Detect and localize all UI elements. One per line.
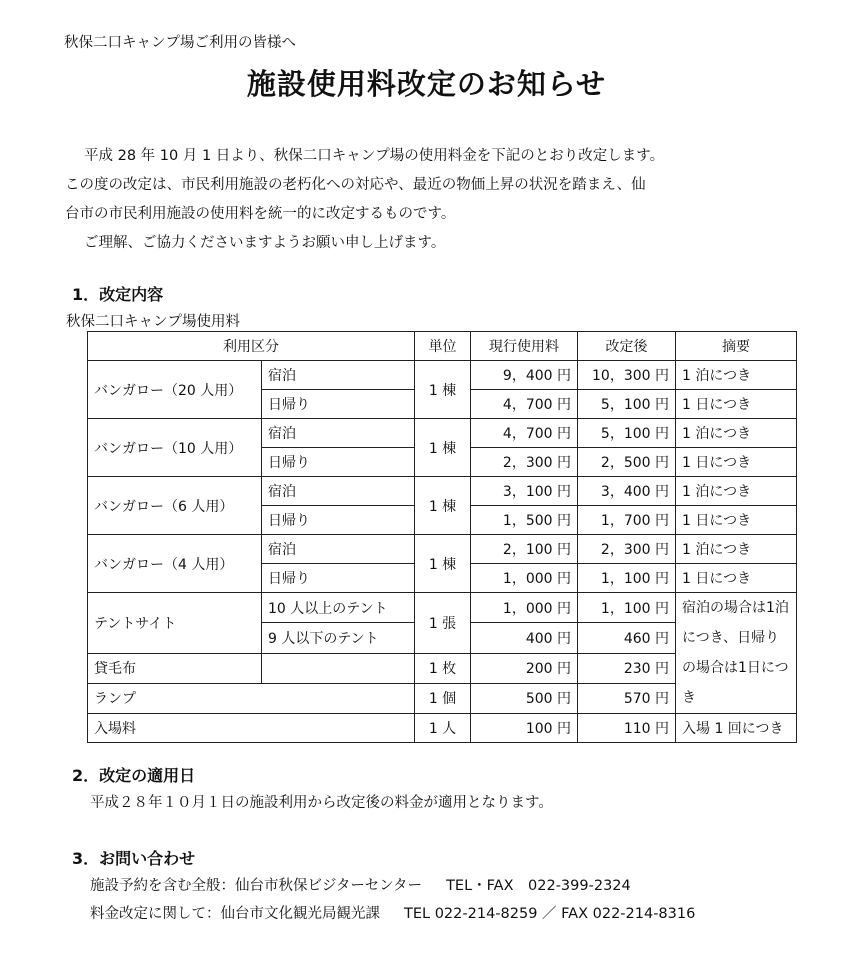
row-revised: 1，100 円 <box>578 564 676 593</box>
row-note: 1 泊につき <box>676 361 797 390</box>
header-category: 利用区分 <box>88 332 415 361</box>
row-revised: 110 円 <box>578 714 676 743</box>
row-type: 宿泊 <box>262 419 415 448</box>
intro-line-2: この度の改定は、市民利用施設の老朽化への対応や、最近の物価上昇の状況を踏まえ、仙 <box>65 177 646 193</box>
contact-general-label: 施設予約を含む全般：仙台市秋保ビジターセンター <box>90 878 423 894</box>
row-current: 1，000 円 <box>471 564 578 593</box>
row-revised: 10，300 円 <box>578 361 676 390</box>
row-unit: 1 枚 <box>415 653 471 683</box>
addressee: 秋保二口キャンプ場ご利用の皆様へ <box>64 35 296 51</box>
row-current: 100 円 <box>471 714 578 743</box>
contact-general <box>90 874 631 895</box>
row-revised: 2，500 円 <box>578 448 676 477</box>
header-current: 現行使用料 <box>471 332 578 361</box>
intro-line-4: ご理解、ご協力くださいますようお願い申し上げます。 <box>84 235 446 251</box>
row-current: 9，400 円 <box>471 361 578 390</box>
row-revised: 570 円 <box>578 683 676 713</box>
row-revised: 3，400 円 <box>578 477 676 506</box>
row-note: 1 日につき <box>676 564 797 593</box>
row-type: 日帰り <box>262 506 415 535</box>
row-category: テントサイト <box>88 593 262 654</box>
row-revised: 230 円 <box>578 653 676 683</box>
row-note: 1 日につき <box>676 390 797 419</box>
row-unit: 1 棟 <box>415 477 471 535</box>
table-header-row <box>88 332 797 361</box>
row-note: 1 泊につき <box>676 477 797 506</box>
contact-fee-label: 料金改定に関して：仙台市文化観光局観光課 <box>90 906 380 922</box>
row-note: 1 泊につき <box>676 419 797 448</box>
row-current: 4，700 円 <box>471 390 578 419</box>
row-note: 1 泊につき <box>676 535 797 564</box>
table-row <box>88 361 797 390</box>
intro-paragraph <box>65 142 665 258</box>
contact-general-phone: TEL・FAX 022-399-2324 <box>446 878 631 894</box>
row-unit: 1 棟 <box>415 535 471 593</box>
section-1-heading: 1．改定内容 <box>72 285 164 304</box>
row-category: バンガロー（6 人用） <box>88 477 262 535</box>
row-current: 2，100 円 <box>471 535 578 564</box>
row-current: 1，500 円 <box>471 506 578 535</box>
row-type: 9 人以下のテント <box>262 623 415 653</box>
row-category: バンガロー（4 人用） <box>88 535 262 593</box>
row-category: 貸毛布 <box>88 653 262 683</box>
row-category: ランプ <box>88 683 415 713</box>
row-unit: 1 棟 <box>415 419 471 477</box>
row-category: バンガロー（10 人用） <box>88 419 262 477</box>
row-revised: 460 円 <box>578 623 676 653</box>
shared-note: 宿泊の場合は1泊につき、日帰りの場合は1日につき <box>676 593 797 714</box>
row-type-empty <box>262 653 415 683</box>
row-unit: 1 張 <box>415 593 471 654</box>
row-type: 日帰り <box>262 448 415 477</box>
section-3-heading: 3．お問い合わせ <box>72 849 196 868</box>
effective-date-text: 平成２８年１０月１日の施設利用から改定後の料金が適用となります。 <box>90 795 553 811</box>
row-type: 日帰り <box>262 564 415 593</box>
row-note: 1 日につき <box>676 448 797 477</box>
table-row <box>88 593 797 623</box>
table-row <box>88 477 797 506</box>
row-revised: 1，700 円 <box>578 506 676 535</box>
row-category: バンガロー（20 人用） <box>88 361 262 419</box>
row-revised: 1，100 円 <box>578 593 676 623</box>
row-current: 500 円 <box>471 683 578 713</box>
row-note: 1 日につき <box>676 506 797 535</box>
header-note: 摘要 <box>676 332 797 361</box>
row-unit: 1 個 <box>415 683 471 713</box>
fee-table <box>87 331 797 743</box>
table-row <box>88 535 797 564</box>
row-type: 日帰り <box>262 390 415 419</box>
table-row <box>88 714 797 743</box>
table-row <box>88 419 797 448</box>
row-revised: 2，300 円 <box>578 535 676 564</box>
row-current: 200 円 <box>471 653 578 683</box>
row-current: 3，100 円 <box>471 477 578 506</box>
intro-line-3: 台市の市民利用施設の使用料を統一的に改定するものです。 <box>65 206 456 222</box>
row-type: 宿泊 <box>262 535 415 564</box>
row-unit: 1 人 <box>415 714 471 743</box>
row-current: 2，300 円 <box>471 448 578 477</box>
row-current: 1，000 円 <box>471 593 578 623</box>
row-category: 入場料 <box>88 714 415 743</box>
intro-line-1: 平成 28 年 10 月 1 日より、秋保二口キャンプ場の使用料金を下記のとおり改定します。 <box>84 148 665 164</box>
section-2-heading: 2．改定の適用日 <box>72 766 196 785</box>
header-revised: 改定後 <box>578 332 676 361</box>
row-revised: 5，100 円 <box>578 390 676 419</box>
contact-fee <box>90 902 695 923</box>
row-type: 宿泊 <box>262 477 415 506</box>
row-type: 宿泊 <box>262 361 415 390</box>
header-unit: 単位 <box>415 332 471 361</box>
row-current: 4，700 円 <box>471 419 578 448</box>
table-caption: 秋保二口キャンプ場使用料 <box>66 314 240 330</box>
page-title: 施設使用料改定のお知らせ <box>246 67 607 101</box>
row-current: 400 円 <box>471 623 578 653</box>
contact-fee-phone: TEL 022-214-8259 ／ FAX 022-214-8316 <box>404 906 696 922</box>
row-revised: 5，100 円 <box>578 419 676 448</box>
row-type: 10 人以上のテント <box>262 593 415 623</box>
row-note: 入場 1 回につき <box>676 714 797 743</box>
row-unit: 1 棟 <box>415 361 471 419</box>
